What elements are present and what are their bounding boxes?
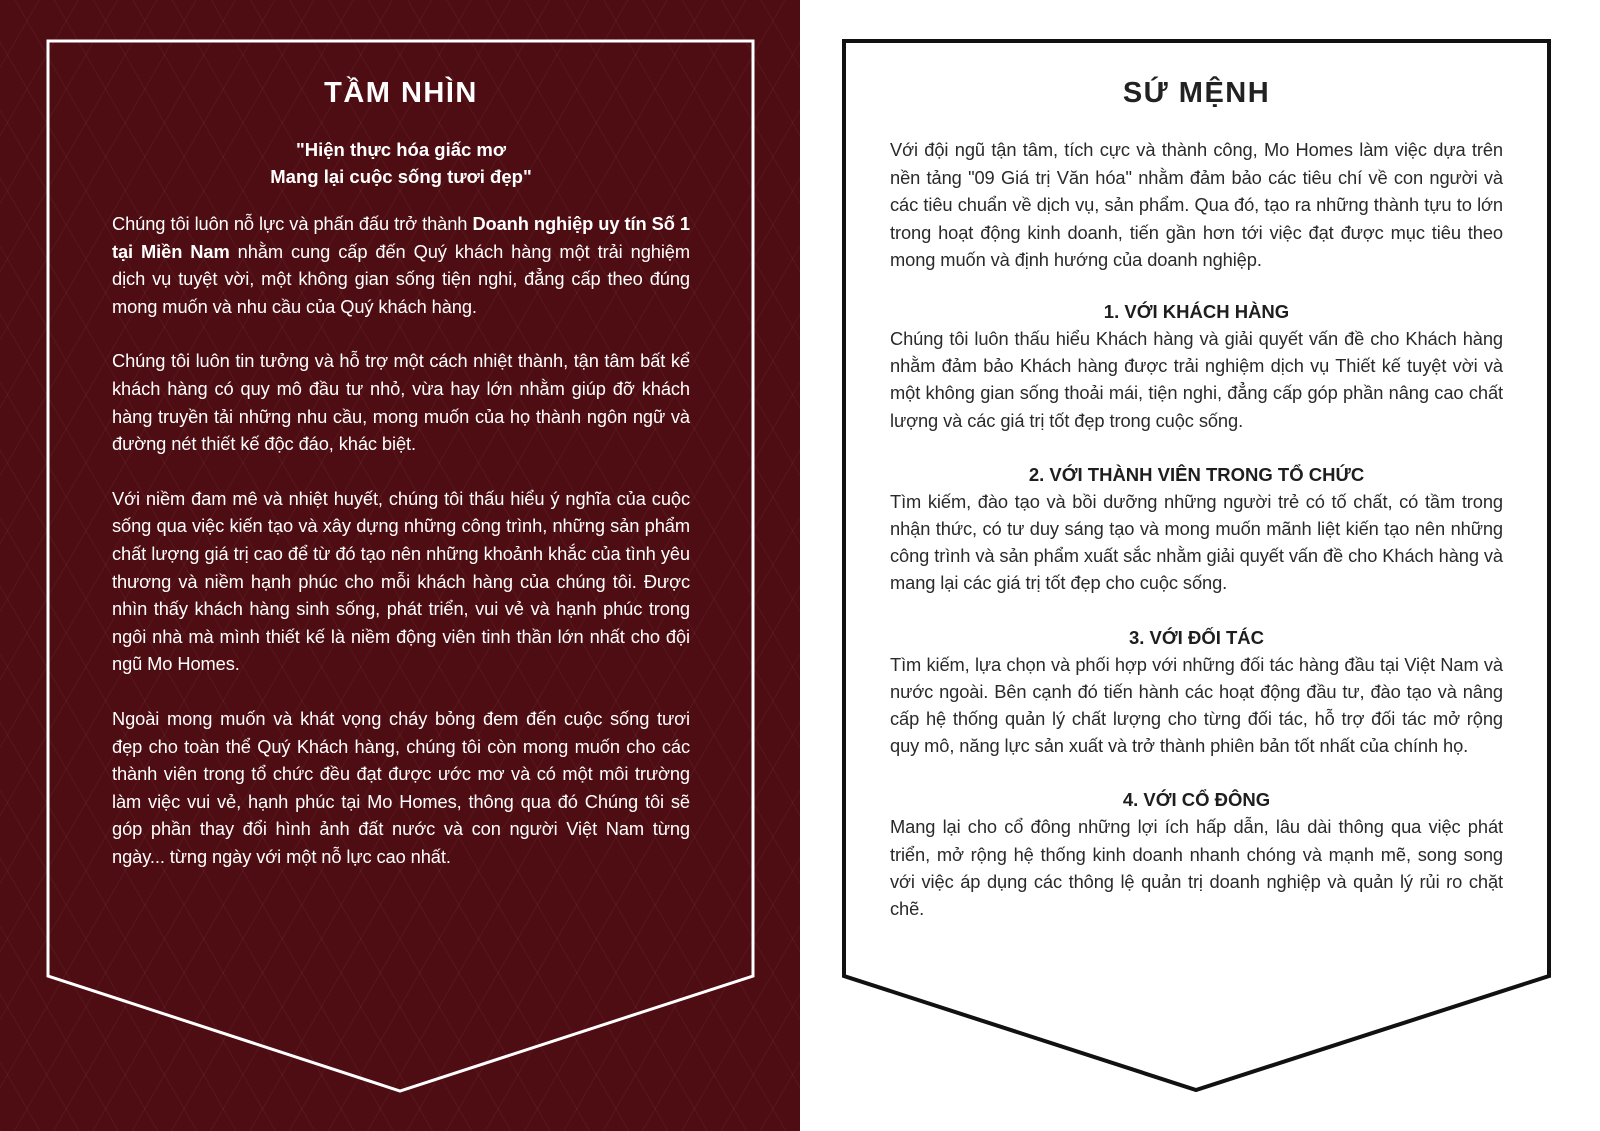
mission-heading-customers: 1. VỚI KHÁCH HÀNG — [1103, 300, 1290, 322]
vision-paragraph-1 — [112, 210, 690, 320]
vision-p1-before: Chúng tôi luôn nỗ lực và phấn đấu trở thành — [112, 213, 473, 234]
mission-heading-partners: 3. VỚI ĐỐI TÁC — [1128, 626, 1265, 648]
motto-line-2: Mang lại cuộc sống tươi đẹp" — [270, 166, 532, 187]
mission-panel — [890, 72, 1503, 950]
mission-intro: Với đội ngũ tận tâm, tích cực và thành công, Mo Homes làm việc dựa trên nền tảng "09 Giá trị Văn hóa" nhằm đảm bảo các tiêu chí về con người và các tiêu chuẩn về dịch vụ, sản phẩm. Qua đó, tạo ra những thành tựu to lớn trong hoạt động kinh doanh, tiến gần hơn tới việc đạt được mục tiêu theo mong muốn và định hướng của doanh nghiệp. — [890, 139, 1503, 271]
mission-body-shareholders: Mang lại cho cổ đông những lợi ích hấp dẫn, lâu dài thông qua việc phát triển, mở rộng hệ thống kinh doanh nhanh chóng và mạnh mẽ, song song với việc áp dụng các thông lệ quản trị doanh nghiệp và quản lý rủi ro chặt chẽ. — [890, 816, 1503, 920]
vision-paragraph-3: Với niềm đam mê và nhiệt huyết, chúng tôi thấu hiểu ý nghĩa của cuộc sống qua việc kiến tạo và xây dựng những công trình, những sản phẩm chất lượng giá trị cao để từ đó tạo nên những khoảnh khắc của tình yêu thương và niềm hạnh phúc cho mỗi khách hàng của chúng tôi. Được nhìn thấy khách hàng sinh sống, phát triển, vui vẻ và hạnh phúc trong ngôi nhà mà mình thiết kế là niềm động viên tinh thần lớn nhất cho đội ngũ Mo Homes. — [112, 487, 690, 675]
vision-motto — [112, 136, 690, 190]
mission-heading-shareholders: 4. VỚI CỔ ĐÔNG — [1122, 789, 1271, 811]
mission-heading-members: 2. VỚI THÀNH VIÊN TRONG TỔ CHỨC — [1028, 463, 1365, 485]
vision-paragraph-4: Ngoài mong muốn và khát vọng cháy bỏng đem đến cuộc sống tươi đẹp cho toàn thể Quý Khách hàng, chúng tôi còn mong muốn cho các thành viên trong tổ chức đều đạt được ước mơ và có một môi trường làm việc vui vẻ, hạnh phúc tại Mo Homes, thông qua đó Chúng tôi sẽ góp phần thay đổi hình ảnh đất nước và con người Việt Nam từng ngày... từng ngày với một nỗ lực cao nhất. — [112, 707, 690, 867]
mission-body-members: Tìm kiếm, đào tạo và bồi dưỡng những người trẻ có tố chất, có tầm trong nhận thức, có tư duy sáng tạo và mong muốn mãnh liệt kiến tạo nên những công trình và sản phẩm xuất sắc nhằm giải quyết vấn đề cho Khách hàng và mang lại các giá trị tốt đẹp cho cuộc sống. — [890, 490, 1503, 594]
mission-body-partners: Tìm kiếm, lựa chọn và phối hợp với những đối tác hàng đầu tại Việt Nam và nước ngoài. Bên cạnh đó tiến hành các hoạt động đầu tư, đào tạo và nâng cấp hệ thống quản lý chất lượng cho từng đối tác, hỗ trợ đối tác mở rộng quy mô, năng lực sản xuất và trở thành phiên bản tốt nhất của chính họ. — [890, 653, 1503, 757]
vision-title: TẦM NHÌN — [324, 77, 478, 109]
vision-p1-after: nhằm cung cấp đến Quý khách hàng một trải nghiệm dịch vụ tuyệt vời, một không gian sống tiện nghi, đẳng cấp theo đúng mong muốn và nhu cầu của Quý khách hàng. — [112, 240, 690, 317]
vision-panel — [112, 72, 690, 897]
mission-title: SỨ MỆNH — [1122, 77, 1271, 109]
mission-body-customers: Chúng tôi luôn thấu hiểu Khách hàng và giải quyết vấn đề cho Khách hàng nhằm đảm bảo Khách hàng được trải nghiệm dịch vụ Thiết kế tuyệt vời và một không gian sống thoải mái, tiện nghi, đẳng cấp góp phần nâng cao chất lượng và các giá trị tốt đẹp trong cuộc sống. — [890, 327, 1503, 431]
motto-line-1: "Hiện thực hóa giấc mơ — [295, 139, 507, 160]
vision-p1-bold: Doanh nghiệp uy tín Số 1 tại Miền Nam — [112, 213, 690, 262]
vision-paragraph-2: Chúng tôi luôn tin tưởng và hỗ trợ một cách nhiệt thành, tận tâm bất kể khách hàng có quy mô đầu tư nhỏ, vừa hay lớn nhằm giúp đỡ khách hàng truyền tải những nhu cầu, mong muốn của họ thành ngôn ngữ và đường nét thiết kế độc đáo, khác biệt. — [112, 350, 690, 455]
